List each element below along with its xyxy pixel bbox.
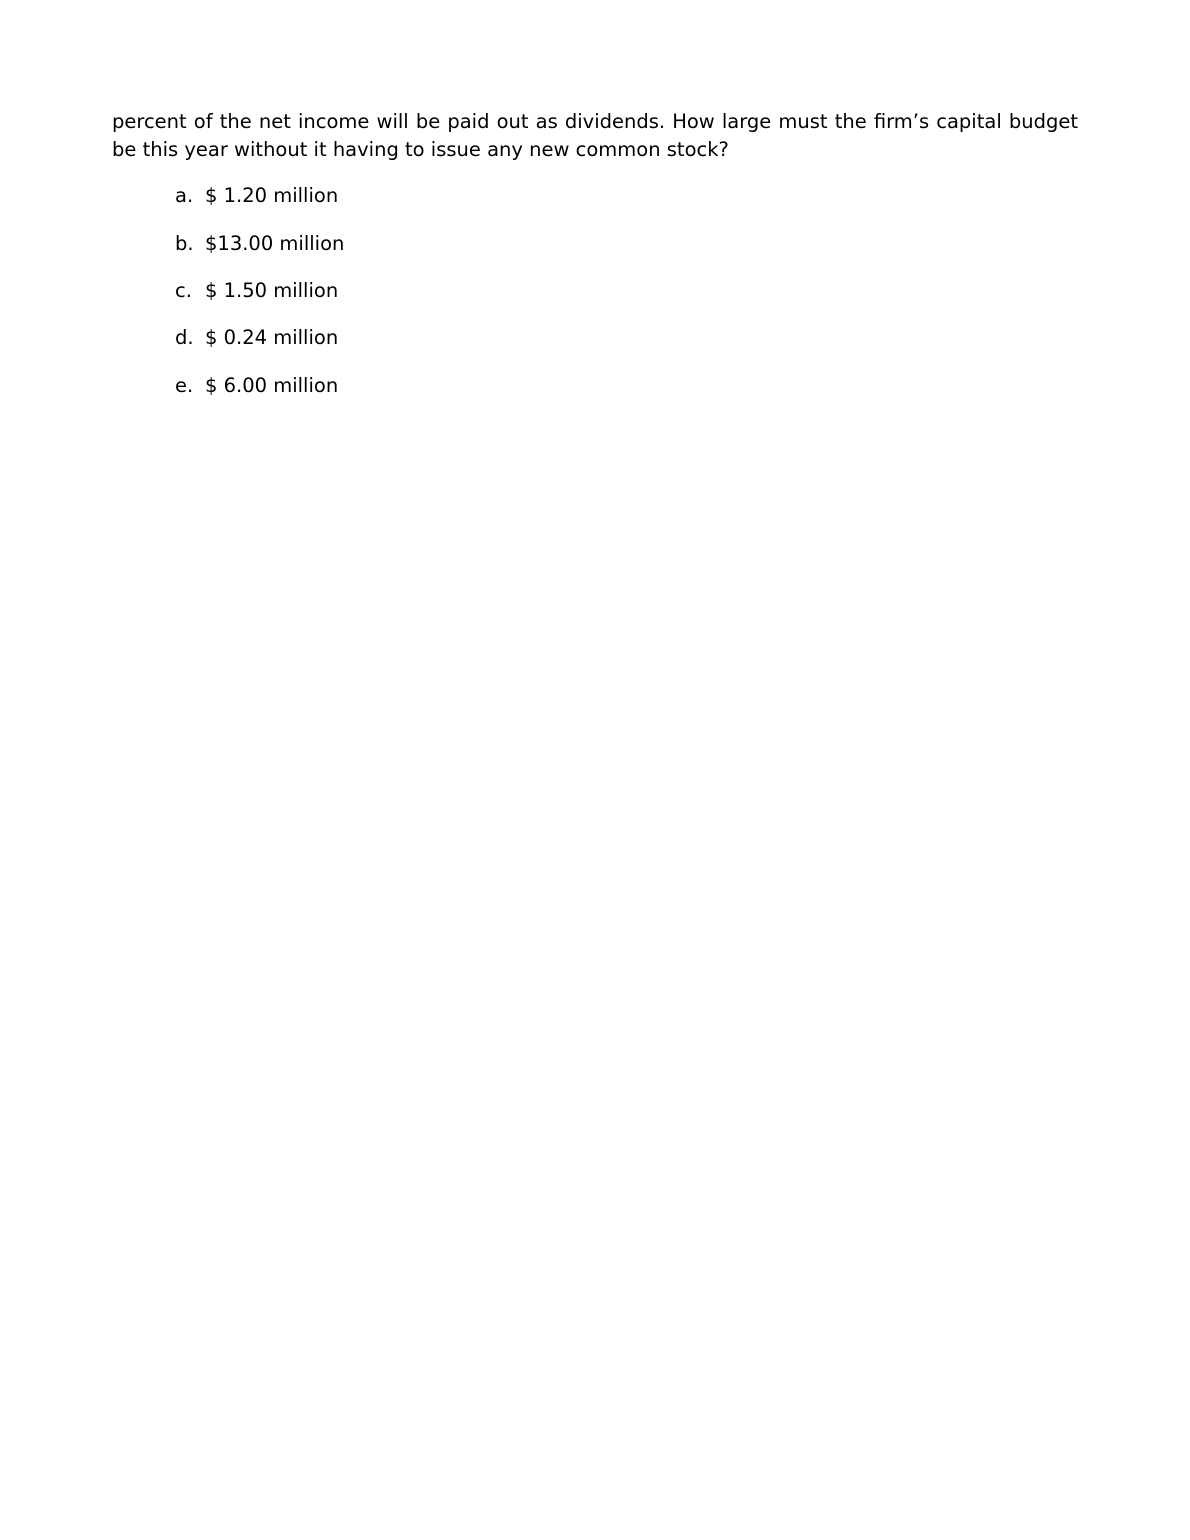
answer-options-list	[112, 183, 1078, 398]
list-item	[112, 231, 1078, 256]
list-item	[112, 278, 1078, 303]
document-content	[112, 108, 1078, 420]
list-item	[112, 183, 1078, 208]
option-text-c: $ 1.50 million	[205, 279, 339, 303]
option-letter-d: d.	[175, 326, 194, 350]
question-text: percent of the net income will be paid out as dividends. How large must the firm’s capital budget be this year without it having to issue any new common stock?	[112, 110, 1078, 161]
list-item	[112, 325, 1078, 350]
list-item	[112, 373, 1078, 398]
option-text-b: $13.00 million	[205, 231, 345, 255]
option-text-e: $ 6.00 million	[205, 373, 339, 397]
option-letter-e: e.	[175, 373, 194, 397]
option-letter-a: a.	[175, 184, 194, 208]
option-text-a: $ 1.20 million	[205, 184, 339, 208]
option-text-d: $ 0.24 million	[205, 326, 339, 350]
option-letter-c: c.	[175, 279, 192, 303]
option-letter-b: b.	[175, 231, 194, 255]
